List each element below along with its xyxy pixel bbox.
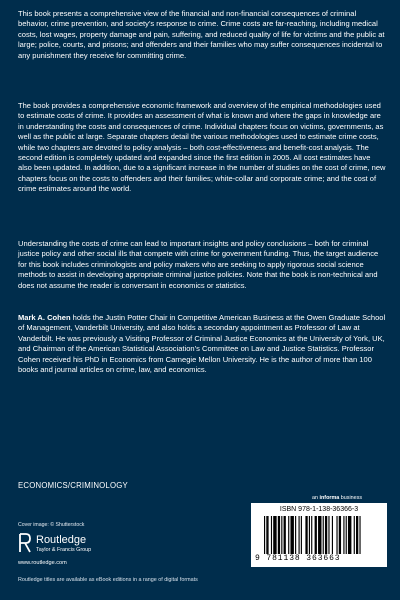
blurb-paragraph-2: The book provides a comprehensive economic framework and overview of the empirical methodologies used to estimate costs of crime. It provides an assessment of what is known and where the gaps in knowledge are in understanding the costs and consequences of crime. Individual chapters focus on victims, governments, as well as the public at large. Separate chapters detail the various methodologies used to estimate crime costs, while two chapters are devoted to policy analysis – both cost-effectiveness and benefit-cost analysis. The second edition is completely updated and expanded since the first edition in 2005. All cost estimates have also been updated. In addition, due to a significant increase in the number of studies on the cost of crime, new chapters focus on the costs to offenders and their families; white-collar and corporate crime; and the cost of crime estimates around the world. [18, 101, 386, 194]
barcode-bar [301, 516, 302, 554]
barcode-bar [273, 516, 276, 554]
barcode-bar [295, 516, 296, 554]
publisher-website[interactable]: www.routledge.com [18, 560, 67, 566]
ean-digits: 9 781138 363663 [255, 554, 341, 563]
ebook-note: Routledge titles are available as eBook editions in a range of digital formats [18, 577, 198, 583]
barcode-bar [343, 516, 344, 554]
barcode-bar [309, 516, 310, 554]
barcode-bar [284, 516, 286, 554]
barcode-bar [356, 516, 358, 554]
barcode-bar [311, 516, 312, 554]
informa-suffix: business [339, 495, 363, 501]
barcode-bar [281, 516, 282, 554]
publisher-name: Routledge [36, 534, 87, 546]
barcode-bar [278, 516, 280, 554]
barcode-bar [271, 516, 272, 554]
cover-image-credit: Cover image: © Shutterstock [18, 522, 85, 528]
barcode-bar [325, 516, 327, 554]
barcode-bars [264, 516, 376, 554]
isbn-barcode [251, 503, 387, 567]
barcode-bar [336, 516, 337, 554]
barcode-bar [266, 516, 267, 554]
barcode-bar [299, 516, 300, 554]
barcode-bar [328, 516, 329, 554]
blurb-paragraph-1: This book presents a comprehensive view of the financial and non-financial consequences of criminal behavior, crime prevention, and society’s response to crime. Crime costs are far-reaching, including medical costs, lost wages, property damage and pain, suffering, and reduced quality of life for victims and the public at large; police, courts, and prisons; and offenders and their families who may suffer consequences incidental to any punishment they receive for committing crime. [18, 9, 385, 60]
barcode-bar [323, 516, 324, 554]
barcode-bar [288, 516, 289, 554]
isbn-text: ISBN 978-1-138-36366-3 [279, 506, 359, 513]
author-biography [18, 313, 386, 375]
barcode-bar [318, 516, 321, 554]
author-name: Mark A. Cohen [18, 313, 71, 322]
barcode-bar [315, 516, 317, 554]
barcode-bar [359, 516, 360, 554]
barcode-bar [332, 516, 333, 554]
barcode-bar [348, 516, 351, 554]
routledge-r-icon [18, 532, 32, 554]
blurb-paragraph-3: Understanding the costs of crime can lead to important insights and policy conclusions – both for criminal justice policy and other social ills that compete with crime for government funding. Thus, the target audience for this book includes criminologists and policy makers who are seeking to apply rigorous social science methods to assist in developing appropriate criminal justice policies. Note that the book is non-technical and does not assume the reader is conversant in economics or statistics. [18, 239, 379, 290]
subject-category: ECONOMICS/CRIMINOLOGY [18, 481, 128, 490]
barcode-bar [339, 516, 341, 554]
author-bio-text: holds the Justin Potter Chair in Competitive American Business at the Owen Graduate School of Management, Vanderbilt University, and also holds a secondary appointment as Professor of Law at Vanderbilt. He was previously a Visiting Professor of Criminal Justice Economics at the University of York, UK, and Chairman of the American Statistical Association’s Committee on Law and Justice Statistics. Professor Cohen received his PhD in Economics from Carnegie Mellon University. He is the author of more than 100 books and journal articles on crime, law, and economics. [18, 313, 386, 375]
barcode-bar [354, 516, 355, 554]
informa-prefix: an [312, 495, 320, 501]
barcode-bar [305, 516, 307, 554]
barcode-bar [264, 516, 265, 554]
barcode-bar [290, 516, 293, 554]
informa-business-label [312, 495, 362, 501]
barcode-bar [267, 516, 268, 554]
publisher-group: Taylor & Francis Group [36, 547, 92, 553]
barcode-bar [346, 516, 347, 554]
informa-brand: informa [319, 495, 340, 501]
